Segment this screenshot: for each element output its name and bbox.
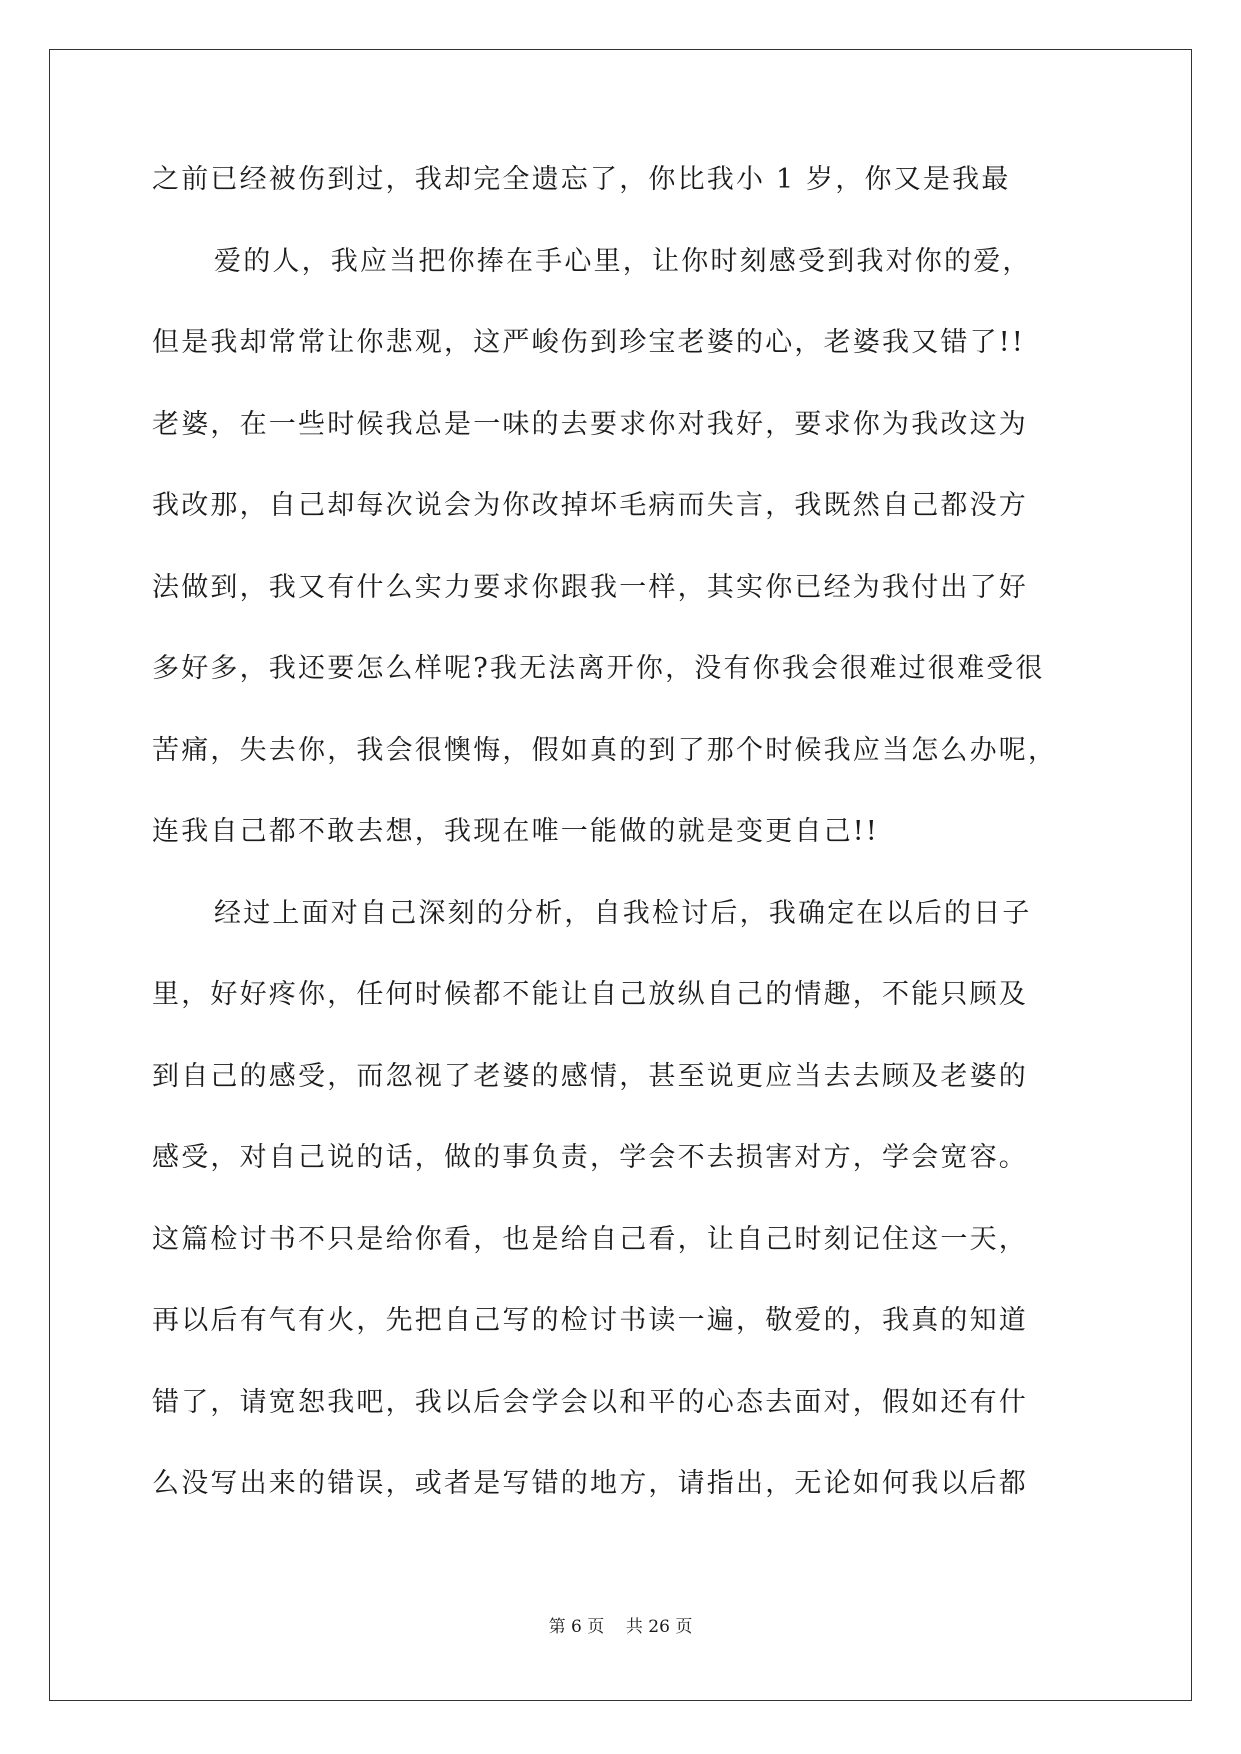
text-line: 多好多，我还要怎么样呢?我无法离开你，没有你我会很难过很难受很: [152, 653, 1045, 684]
text-line: 之前已经被伤到过，我却完全遗忘了，你比我小 1 岁，你又是我最: [152, 164, 1011, 195]
text-line: 连我自己都不敢去想，我现在唯一能做的就是变更自己!!: [152, 816, 879, 847]
text-line: 到自己的感受，而忽视了老婆的感情，甚至说更应当去去顾及老婆的: [152, 1060, 1028, 1092]
text-line: 苦痛，失去你，我会很懊悔，假如真的到了那个时候我应当怎么办呢，: [152, 734, 1058, 766]
text-line: 再以后有气有火，先把自己写的检讨书读一遍，敬爱的，我真的知道: [152, 1305, 1028, 1336]
page-footer: [0, 1617, 1241, 1637]
text-line: 错了，请宽恕我吧，我以后会学会以和平的心态去面对，假如还有什: [152, 1386, 1028, 1418]
text-line: 爱的人，我应当把你捧在手心里，让你时刻感受到我对你的爱，: [214, 245, 1032, 277]
text-line: 老婆，在一些时候我总是一味的去要求你对我好，要求你为我改这为: [152, 408, 1028, 440]
text-line: 里，好好疼你，任何时候都不能让自己放纵自己的情趣，不能只顾及: [152, 979, 1028, 1010]
document-body: [152, 165, 1097, 1551]
text-line: 感受，对自己说的话，做的事负责，学会不去损害对方，学会宽容。: [152, 1142, 1028, 1173]
text-line: 么没写出来的错误，或者是写错的地方，请指出，无论如何我以后都: [152, 1468, 1028, 1499]
text-line: 经过上面对自己深刻的分析，自我检讨后，我确定在以后的日子: [214, 897, 1032, 929]
page-number: 第 6 页: [548, 1617, 605, 1637]
text-line: 这篇检讨书不只是给你看，也是给自己看，让自己时刻记住这一天，: [152, 1223, 1028, 1255]
text-line: 我改那，自己却每次说会为你改掉坏毛病而失言，我既然自己都没方: [152, 490, 1028, 521]
text-line: 法做到，我又有什么实力要求你跟我一样，其实你已经为我付出了好: [152, 571, 1028, 603]
text-line: 但是我却常常让你悲观，这严峻伤到珍宝老婆的心，老婆我又错了!!: [152, 327, 1025, 358]
page-total: 共 26 页: [625, 1617, 693, 1637]
